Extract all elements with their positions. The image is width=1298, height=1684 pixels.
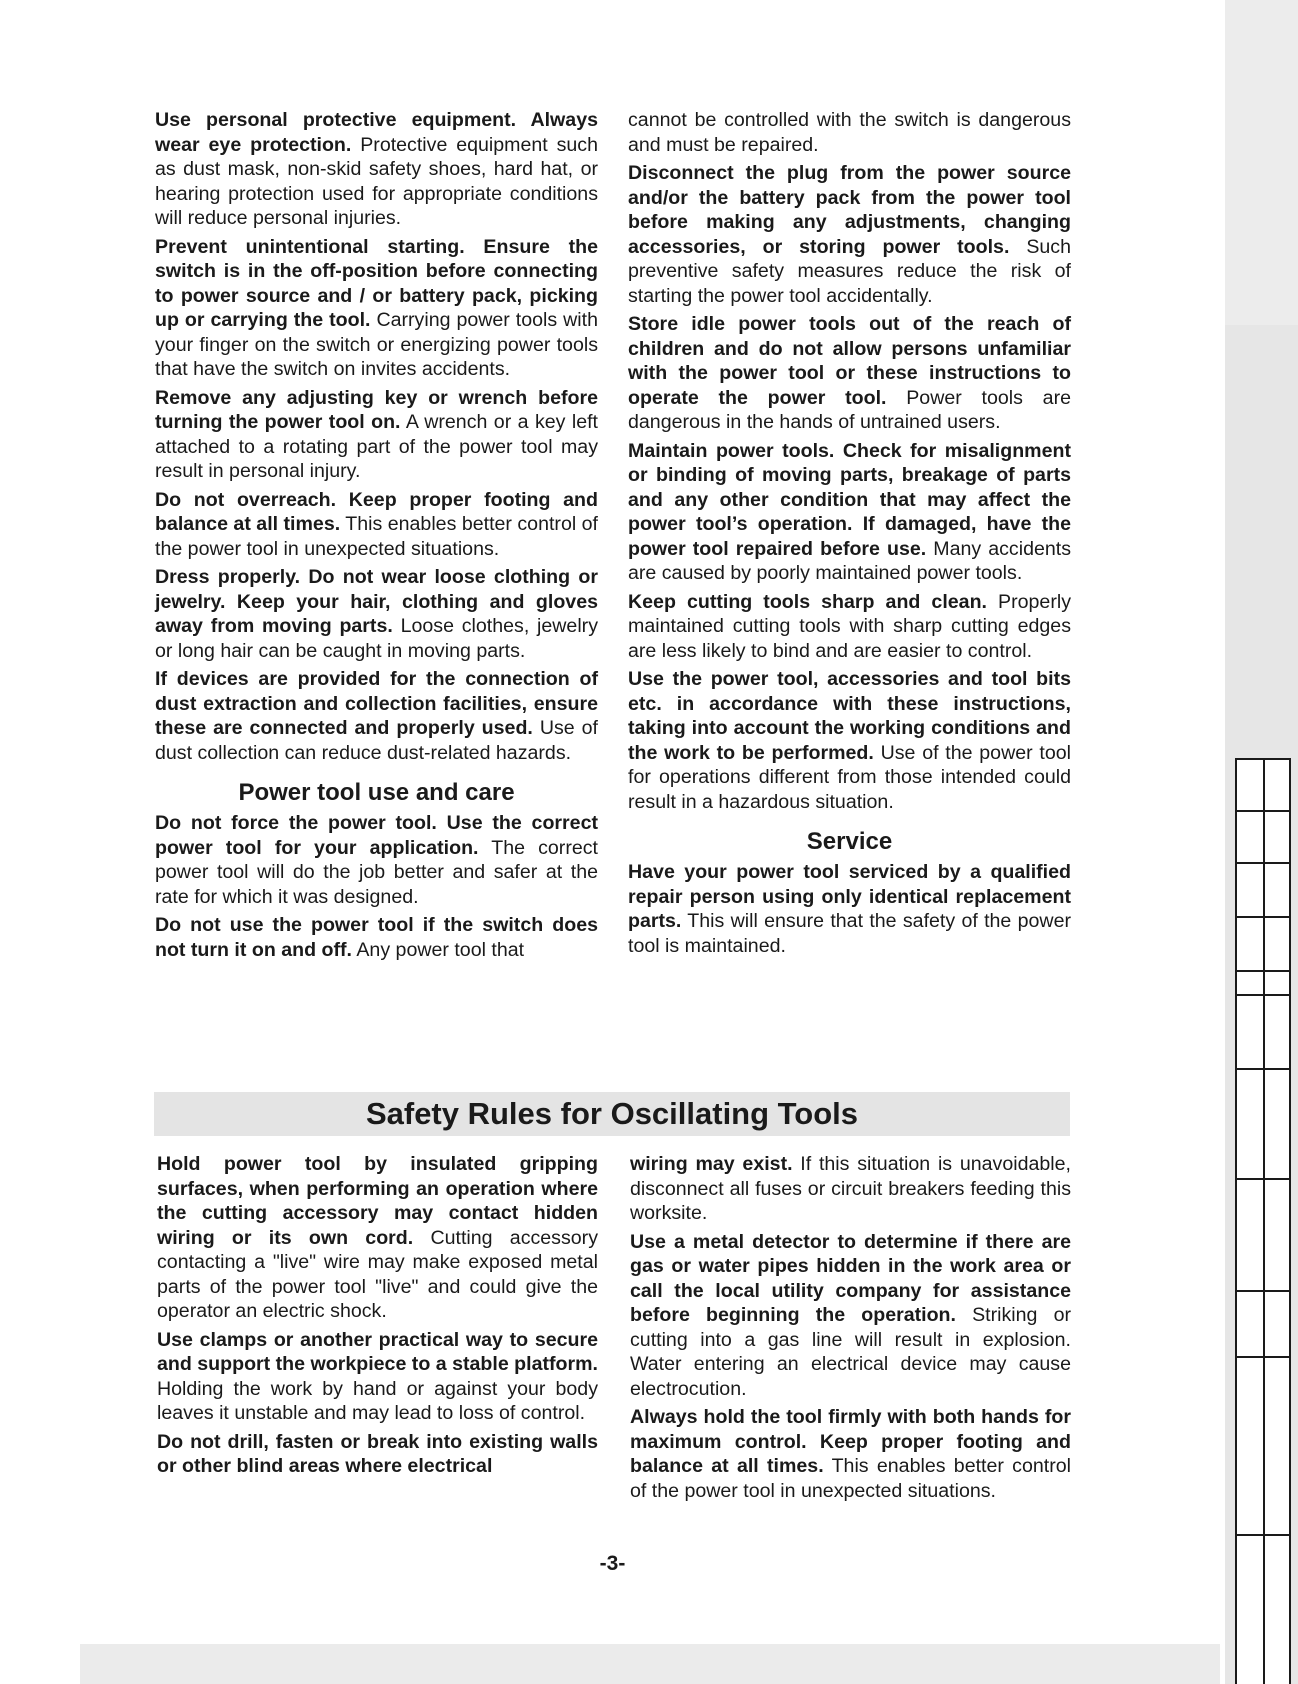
paragraph: Always hold the tool firmly with both hands for maximum control. Keep proper footing and balance at all times. This enables better control of the power tool in unexpected situations. [630,1406,1071,1502]
lower-right-column [630,1152,1071,1507]
paragraph: Use clamps or another practical way to secure and support the workpiece to a stable platform. Holding the work by hand or against your body leaves it unstable and may lead to loss of control. [157,1328,598,1424]
paragraph: Have your power tool serviced by a qualified repair person using only identical replacement parts. This will ensure that the safety of the power tool is maintained. [628,861,1071,957]
paragraph: Use the power tool, accessories and tool bits etc. in accordance with these instructions, taking into account the working conditions and the work to be performed. Use of the power tool for operations different from those intended could result in a hazardous situation. [628,668,1071,813]
paragraph: Do not drill, fasten or break into existing walls or other blind areas where electrical [157,1430,598,1477]
tab-grid-line [1237,970,1289,972]
left-column [155,108,598,966]
tab-grid-divider [1263,760,1265,1684]
paragraph: Store idle power tools out of the reach of children and do not allow persons unfamiliar with the power tool or these instructions to operate the power tool. Power tools are dangerous in the hands of untrained users. [628,313,1071,433]
paragraph: Use a metal detector to determine if there are gas or water pipes hidden in the work area or call the local utility company for assistance before beginning the operation. Striking or cutting into a gas line will result in explosion. Water entering an electrical device may cause electrocution. [630,1230,1071,1400]
paragraph: Do not use the power tool if the switch does not turn it on and off. Any power tool that [155,914,598,961]
paragraph: Hold power tool by insulated gripping surfaces, when performing an operation where the cutting accessory may contact hidden wiring or its own cord. Cutting accessory contacting a "live" wire may make exposed metal parts of the power tool "live" and could give the operator an electric shock. [157,1153,598,1322]
tab-grid-line [1237,916,1289,918]
paragraph: cannot be controlled with the switch is dangerous and must be repaired. [628,109,1071,156]
paragraph: Use personal protective equipment. Always wear eye protection. Protective equipment such as dust mask, non-skid safety shoes, hard hat, or hearing protection used for appropriate conditions will reduce personal injuries. [155,109,598,229]
tab-grid-line [1237,1534,1289,1536]
paragraph: Do not overreach. Keep proper footing and balance at all times. This enables better control of the power tool in unexpected situations. [155,488,598,560]
tab-grid-line [1237,1178,1289,1180]
paragraph: Keep cutting tools sharp and clean. Properly maintained cutting tools with sharp cutting edges are less likely to bind and are easier to control. [628,590,1071,662]
paragraph: Prevent unintentional starting. Ensure the switch is in the off-position before connecting to power source and / or battery pack, picking up or carrying the tool. Carrying power tools with your finger on the switch or energizing power tools that have the switch on invites accidents. [155,235,599,380]
paragraph: Dress properly. Do not wear loose clothing or jewelry. Keep your hair, clothing and gloves away from moving parts. Loose clothes, jewelry or long hair can be caught in moving parts. [155,566,598,662]
index-tab-grid [1235,758,1291,1684]
paragraph: Remove any adjusting key or wrench before turning the power tool on. A wrench or a key left attached to a rotating part of the power tool may result in personal injury. [155,386,598,482]
page-number: -3- [599,1552,626,1575]
tab-grid-line [1237,810,1289,812]
banner-title: Safety Rules for Oscillating Tools [365,1096,859,1131]
tab-grid-line [1237,1290,1289,1292]
paragraph: Do not force the power tool. Use the correct power tool for your application. The correct power tool will do the job better and safer at the rate for which it was designed. [155,812,598,908]
tab-grid-line [1237,1068,1289,1070]
tab-grid-line [1237,1356,1289,1358]
tab-grid-line [1237,994,1289,996]
bottom-margin-band [80,1644,1220,1684]
section-banner [154,1092,1070,1136]
paragraph: If devices are provided for the connection of dust extraction and collection facilities, ensure these are connected and properly used. Use of dust collection can reduce dust-related hazards. [155,668,599,764]
right-column [628,108,1071,962]
tab-grid-line [1237,862,1289,864]
paragraph: Disconnect the plug from the power source and/or the battery pack from the power tool before making any adjustments, changing accessories, or storing power tools. Such preventive safety measures reduce the risk of starting the power tool accidentally. [628,162,1071,307]
paragraph: wiring may exist. If this situation is unavoidable, disconnect all fuses or circuit breakers feeding this worksite. [630,1153,1071,1224]
section-heading-power-tool-use: Power tool use and care [238,779,515,806]
section-heading-service: Service [806,828,893,855]
paragraph: Maintain power tools. Check for misalignment or binding of moving parts, breakage of parts and any other condition that may affect the power tool’s operation. If damaged, have the power tool repaired before use. Many accidents are caused by poorly maintained power tools. [628,439,1072,584]
lower-left-column [157,1152,598,1483]
